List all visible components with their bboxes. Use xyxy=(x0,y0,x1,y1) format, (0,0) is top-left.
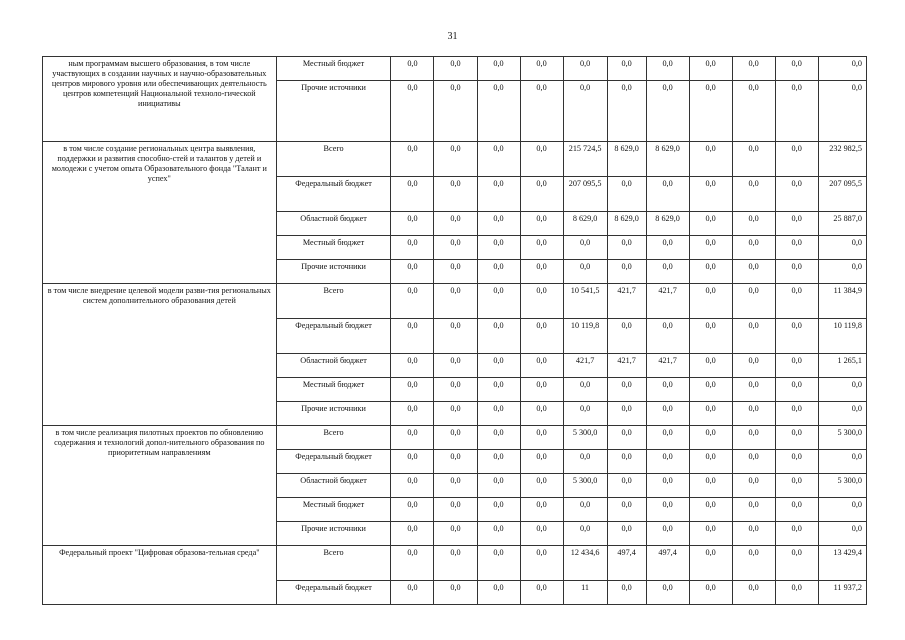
value-cell: 0,0 xyxy=(775,81,818,142)
value-cell: 0,0 xyxy=(391,522,434,546)
value-cell: 0,0 xyxy=(689,354,732,378)
value-cell: 0,0 xyxy=(434,426,477,450)
activity-description: в том числе создание региональных центра выявления, поддержки и развития способно-стей и талантов у детей и молодежи с учетом опыта Образовательного фонда "Талант и успех" xyxy=(43,142,277,284)
value-cell: 0,0 xyxy=(520,450,563,474)
value-cell: 0,0 xyxy=(607,426,646,450)
value-cell: 0,0 xyxy=(563,498,607,522)
value-cell: 0,0 xyxy=(520,57,563,81)
value-cell: 0,0 xyxy=(434,522,477,546)
value-cell: 0,0 xyxy=(607,81,646,142)
table-row xyxy=(43,284,867,319)
value-cell: 0,0 xyxy=(391,212,434,236)
value-cell: 0,0 xyxy=(607,236,646,260)
value-cell: 0,0 xyxy=(391,378,434,402)
value-cell: 0,0 xyxy=(477,402,520,426)
activity-description: ным программам высшего образования, в том числе участвующих в создании научных и научно-образовательных центров мирового уровня или обеспечивающих деятельность центров компетенций Национальной техноло-гической инициативы xyxy=(43,57,277,142)
value-cell: 0,0 xyxy=(477,236,520,260)
value-cell: 0,0 xyxy=(391,402,434,426)
value-cell: 0,0 xyxy=(646,319,689,354)
value-cell: 0,0 xyxy=(732,498,775,522)
activity-description: Федеральный проект "Цифровая образова-тельная среда" xyxy=(43,546,277,605)
funding-source: Прочие источники xyxy=(276,522,391,546)
value-cell: 0,0 xyxy=(391,319,434,354)
funding-source: Областной бюджет xyxy=(276,212,391,236)
value-cell: 0,0 xyxy=(732,57,775,81)
value-cell: 0,0 xyxy=(520,260,563,284)
value-cell: 0,0 xyxy=(689,522,732,546)
value-cell: 0,0 xyxy=(520,402,563,426)
value-cell: 0,0 xyxy=(520,546,563,581)
value-cell: 421,7 xyxy=(646,284,689,319)
value-cell: 0,0 xyxy=(607,177,646,212)
value-cell: 0,0 xyxy=(520,81,563,142)
value-cell: 0,0 xyxy=(434,402,477,426)
value-cell: 0,0 xyxy=(520,142,563,177)
value-cell: 8 629,0 xyxy=(563,212,607,236)
value-cell: 0,0 xyxy=(689,378,732,402)
value-cell: 0,0 xyxy=(646,57,689,81)
value-cell: 0,0 xyxy=(607,474,646,498)
value-cell: 0,0 xyxy=(477,177,520,212)
value-cell: 0,0 xyxy=(477,354,520,378)
budget-table xyxy=(42,56,867,605)
value-cell: 0,0 xyxy=(434,142,477,177)
table-row xyxy=(43,142,867,177)
value-cell: 10 119,8 xyxy=(563,319,607,354)
value-cell: 0,0 xyxy=(477,81,520,142)
funding-source: Местный бюджет xyxy=(276,236,391,260)
value-cell: 0,0 xyxy=(477,319,520,354)
total-cell: 207 095,5 xyxy=(818,177,866,212)
value-cell: 0,0 xyxy=(563,81,607,142)
value-cell: 0,0 xyxy=(434,212,477,236)
total-cell: 0,0 xyxy=(818,260,866,284)
value-cell: 0,0 xyxy=(689,546,732,581)
value-cell: 0,0 xyxy=(689,402,732,426)
value-cell: 421,7 xyxy=(607,284,646,319)
value-cell: 8 629,0 xyxy=(646,212,689,236)
value-cell: 0,0 xyxy=(520,498,563,522)
value-cell: 0,0 xyxy=(391,474,434,498)
value-cell: 0,0 xyxy=(434,260,477,284)
funding-source: Областной бюджет xyxy=(276,474,391,498)
value-cell: 0,0 xyxy=(689,284,732,319)
value-cell: 0,0 xyxy=(434,498,477,522)
table-row xyxy=(43,426,867,450)
value-cell: 0,0 xyxy=(434,236,477,260)
value-cell: 0,0 xyxy=(775,260,818,284)
value-cell: 0,0 xyxy=(477,450,520,474)
total-cell: 13 429,4 xyxy=(818,546,866,581)
value-cell: 0,0 xyxy=(391,57,434,81)
value-cell: 0,0 xyxy=(646,474,689,498)
value-cell: 0,0 xyxy=(520,354,563,378)
value-cell: 0,0 xyxy=(434,546,477,581)
value-cell: 0,0 xyxy=(689,81,732,142)
value-cell: 0,0 xyxy=(775,378,818,402)
value-cell: 0,0 xyxy=(607,450,646,474)
value-cell: 0,0 xyxy=(520,284,563,319)
value-cell: 0,0 xyxy=(434,81,477,142)
value-cell: 421,7 xyxy=(646,354,689,378)
value-cell: 0,0 xyxy=(477,546,520,581)
value-cell: 207 095,5 xyxy=(563,177,607,212)
value-cell: 0,0 xyxy=(689,236,732,260)
total-cell: 0,0 xyxy=(818,236,866,260)
total-cell: 0,0 xyxy=(818,378,866,402)
value-cell: 0,0 xyxy=(434,284,477,319)
value-cell: 0,0 xyxy=(434,450,477,474)
value-cell: 0,0 xyxy=(775,212,818,236)
funding-source: Прочие источники xyxy=(276,81,391,142)
value-cell: 0,0 xyxy=(775,546,818,581)
value-cell: 0,0 xyxy=(391,236,434,260)
table-row xyxy=(43,546,867,581)
value-cell: 0,0 xyxy=(646,236,689,260)
value-cell: 0,0 xyxy=(477,284,520,319)
value-cell: 0,0 xyxy=(646,498,689,522)
value-cell: 5 300,0 xyxy=(563,426,607,450)
value-cell: 0,0 xyxy=(646,426,689,450)
value-cell: 0,0 xyxy=(689,581,732,605)
value-cell: 0,0 xyxy=(775,522,818,546)
value-cell: 0,0 xyxy=(563,57,607,81)
value-cell: 0,0 xyxy=(563,522,607,546)
value-cell: 0,0 xyxy=(434,354,477,378)
value-cell: 8 629,0 xyxy=(607,212,646,236)
value-cell: 0,0 xyxy=(607,319,646,354)
funding-source: Всего xyxy=(276,426,391,450)
value-cell: 0,0 xyxy=(391,546,434,581)
value-cell: 0,0 xyxy=(434,177,477,212)
value-cell: 0,0 xyxy=(391,581,434,605)
value-cell: 0,0 xyxy=(607,522,646,546)
value-cell: 0,0 xyxy=(689,57,732,81)
value-cell: 0,0 xyxy=(646,378,689,402)
value-cell: 0,0 xyxy=(477,142,520,177)
value-cell: 0,0 xyxy=(689,260,732,284)
value-cell: 0,0 xyxy=(477,57,520,81)
funding-source: Всего xyxy=(276,546,391,581)
value-cell: 0,0 xyxy=(732,581,775,605)
total-cell: 10 119,8 xyxy=(818,319,866,354)
value-cell: 0,0 xyxy=(689,212,732,236)
value-cell: 0,0 xyxy=(732,81,775,142)
value-cell: 0,0 xyxy=(775,426,818,450)
total-cell: 232 982,5 xyxy=(818,142,866,177)
table-row xyxy=(43,57,867,81)
total-cell: 0,0 xyxy=(818,522,866,546)
value-cell: 8 629,0 xyxy=(646,142,689,177)
value-cell: 0,0 xyxy=(391,142,434,177)
value-cell: 0,0 xyxy=(689,450,732,474)
value-cell: 0,0 xyxy=(689,177,732,212)
value-cell: 497,4 xyxy=(607,546,646,581)
funding-source: Местный бюджет xyxy=(276,498,391,522)
value-cell: 0,0 xyxy=(520,426,563,450)
value-cell: 0,0 xyxy=(646,522,689,546)
value-cell: 0,0 xyxy=(607,498,646,522)
value-cell: 0,0 xyxy=(477,212,520,236)
total-cell: 0,0 xyxy=(818,450,866,474)
value-cell: 0,0 xyxy=(775,498,818,522)
value-cell: 0,0 xyxy=(477,498,520,522)
value-cell: 0,0 xyxy=(732,236,775,260)
value-cell: 0,0 xyxy=(775,142,818,177)
value-cell: 0,0 xyxy=(775,354,818,378)
value-cell: 0,0 xyxy=(732,378,775,402)
value-cell: 0,0 xyxy=(520,378,563,402)
value-cell: 0,0 xyxy=(563,236,607,260)
value-cell: 0,0 xyxy=(732,212,775,236)
value-cell: 10 541,5 xyxy=(563,284,607,319)
funding-source: Федеральный бюджет xyxy=(276,319,391,354)
value-cell: 0,0 xyxy=(646,260,689,284)
value-cell: 0,0 xyxy=(607,402,646,426)
total-cell: 25 887,0 xyxy=(818,212,866,236)
value-cell: 0,0 xyxy=(689,319,732,354)
funding-source: Федеральный бюджет xyxy=(276,177,391,212)
funding-source: Федеральный бюджет xyxy=(276,450,391,474)
value-cell: 0,0 xyxy=(434,319,477,354)
value-cell: 0,0 xyxy=(775,177,818,212)
value-cell: 421,7 xyxy=(563,354,607,378)
value-cell: 0,0 xyxy=(563,378,607,402)
total-cell: 0,0 xyxy=(818,498,866,522)
value-cell: 0,0 xyxy=(520,212,563,236)
value-cell: 0,0 xyxy=(563,402,607,426)
value-cell: 0,0 xyxy=(607,57,646,81)
value-cell: 0,0 xyxy=(732,142,775,177)
value-cell: 0,0 xyxy=(477,581,520,605)
value-cell: 0,0 xyxy=(732,426,775,450)
value-cell: 0,0 xyxy=(646,581,689,605)
value-cell: 12 434,6 xyxy=(563,546,607,581)
value-cell: 0,0 xyxy=(391,426,434,450)
value-cell: 0,0 xyxy=(434,474,477,498)
value-cell: 8 629,0 xyxy=(607,142,646,177)
value-cell: 0,0 xyxy=(477,522,520,546)
value-cell: 0,0 xyxy=(520,177,563,212)
total-cell: 0,0 xyxy=(818,57,866,81)
value-cell: 0,0 xyxy=(520,319,563,354)
value-cell: 0,0 xyxy=(477,260,520,284)
page-number: 31 xyxy=(447,31,458,42)
funding-source: Прочие источники xyxy=(276,402,391,426)
value-cell: 0,0 xyxy=(391,450,434,474)
value-cell: 0,0 xyxy=(689,498,732,522)
value-cell: 0,0 xyxy=(689,142,732,177)
value-cell: 215 724,5 xyxy=(563,142,607,177)
total-cell: 0,0 xyxy=(818,402,866,426)
value-cell: 0,0 xyxy=(775,284,818,319)
value-cell: 0,0 xyxy=(520,581,563,605)
value-cell: 0,0 xyxy=(732,546,775,581)
funding-source: Областной бюджет xyxy=(276,354,391,378)
activity-description: в том числе реализация пилотных проектов по обновлению содержания и технологий допол-нительного образования по приоритетным направлениям xyxy=(43,426,277,546)
value-cell: 0,0 xyxy=(646,81,689,142)
activity-description: в том числе внедрение целевой модели разви-тия региональных систем дополнительного образования детей xyxy=(43,284,277,426)
value-cell: 0,0 xyxy=(775,57,818,81)
value-cell: 497,4 xyxy=(646,546,689,581)
value-cell: 0,0 xyxy=(477,474,520,498)
value-cell: 11 xyxy=(563,581,607,605)
value-cell: 0,0 xyxy=(732,522,775,546)
funding-source: Местный бюджет xyxy=(276,57,391,81)
value-cell: 0,0 xyxy=(520,236,563,260)
value-cell: 0,0 xyxy=(607,378,646,402)
value-cell: 0,0 xyxy=(477,378,520,402)
value-cell: 0,0 xyxy=(732,450,775,474)
total-cell: 11 384,9 xyxy=(818,284,866,319)
value-cell: 0,0 xyxy=(689,474,732,498)
value-cell: 0,0 xyxy=(732,284,775,319)
value-cell: 0,0 xyxy=(520,522,563,546)
value-cell: 0,0 xyxy=(607,260,646,284)
funding-source: Всего xyxy=(276,142,391,177)
funding-source: Прочие источники xyxy=(276,260,391,284)
value-cell: 0,0 xyxy=(646,450,689,474)
value-cell: 0,0 xyxy=(775,450,818,474)
value-cell: 0,0 xyxy=(646,177,689,212)
value-cell: 0,0 xyxy=(477,426,520,450)
value-cell: 0,0 xyxy=(520,474,563,498)
budget-table-body xyxy=(43,57,867,605)
value-cell: 0,0 xyxy=(434,581,477,605)
value-cell: 0,0 xyxy=(732,177,775,212)
value-cell: 0,0 xyxy=(391,498,434,522)
value-cell: 0,0 xyxy=(391,354,434,378)
value-cell: 0,0 xyxy=(646,402,689,426)
value-cell: 0,0 xyxy=(775,581,818,605)
funding-source: Местный бюджет xyxy=(276,378,391,402)
total-cell: 0,0 xyxy=(818,81,866,142)
value-cell: 0,0 xyxy=(732,260,775,284)
value-cell: 5 300,0 xyxy=(563,474,607,498)
value-cell: 0,0 xyxy=(391,260,434,284)
value-cell: 0,0 xyxy=(391,177,434,212)
value-cell: 0,0 xyxy=(689,426,732,450)
value-cell: 0,0 xyxy=(775,236,818,260)
total-cell: 5 300,0 xyxy=(818,474,866,498)
value-cell: 0,0 xyxy=(563,450,607,474)
value-cell: 0,0 xyxy=(775,319,818,354)
value-cell: 0,0 xyxy=(607,581,646,605)
value-cell: 421,7 xyxy=(607,354,646,378)
value-cell: 0,0 xyxy=(434,378,477,402)
value-cell: 0,0 xyxy=(732,354,775,378)
value-cell: 0,0 xyxy=(391,81,434,142)
total-cell: 11 937,2 xyxy=(818,581,866,605)
total-cell: 1 265,1 xyxy=(818,354,866,378)
total-cell: 5 300,0 xyxy=(818,426,866,450)
value-cell: 0,0 xyxy=(775,474,818,498)
value-cell: 0,0 xyxy=(391,284,434,319)
funding-source: Всего xyxy=(276,284,391,319)
value-cell: 0,0 xyxy=(732,402,775,426)
funding-source: Федеральный бюджет xyxy=(276,581,391,605)
value-cell: 0,0 xyxy=(732,319,775,354)
value-cell: 0,0 xyxy=(775,402,818,426)
value-cell: 0,0 xyxy=(732,474,775,498)
value-cell: 0,0 xyxy=(434,57,477,81)
value-cell: 0,0 xyxy=(563,260,607,284)
